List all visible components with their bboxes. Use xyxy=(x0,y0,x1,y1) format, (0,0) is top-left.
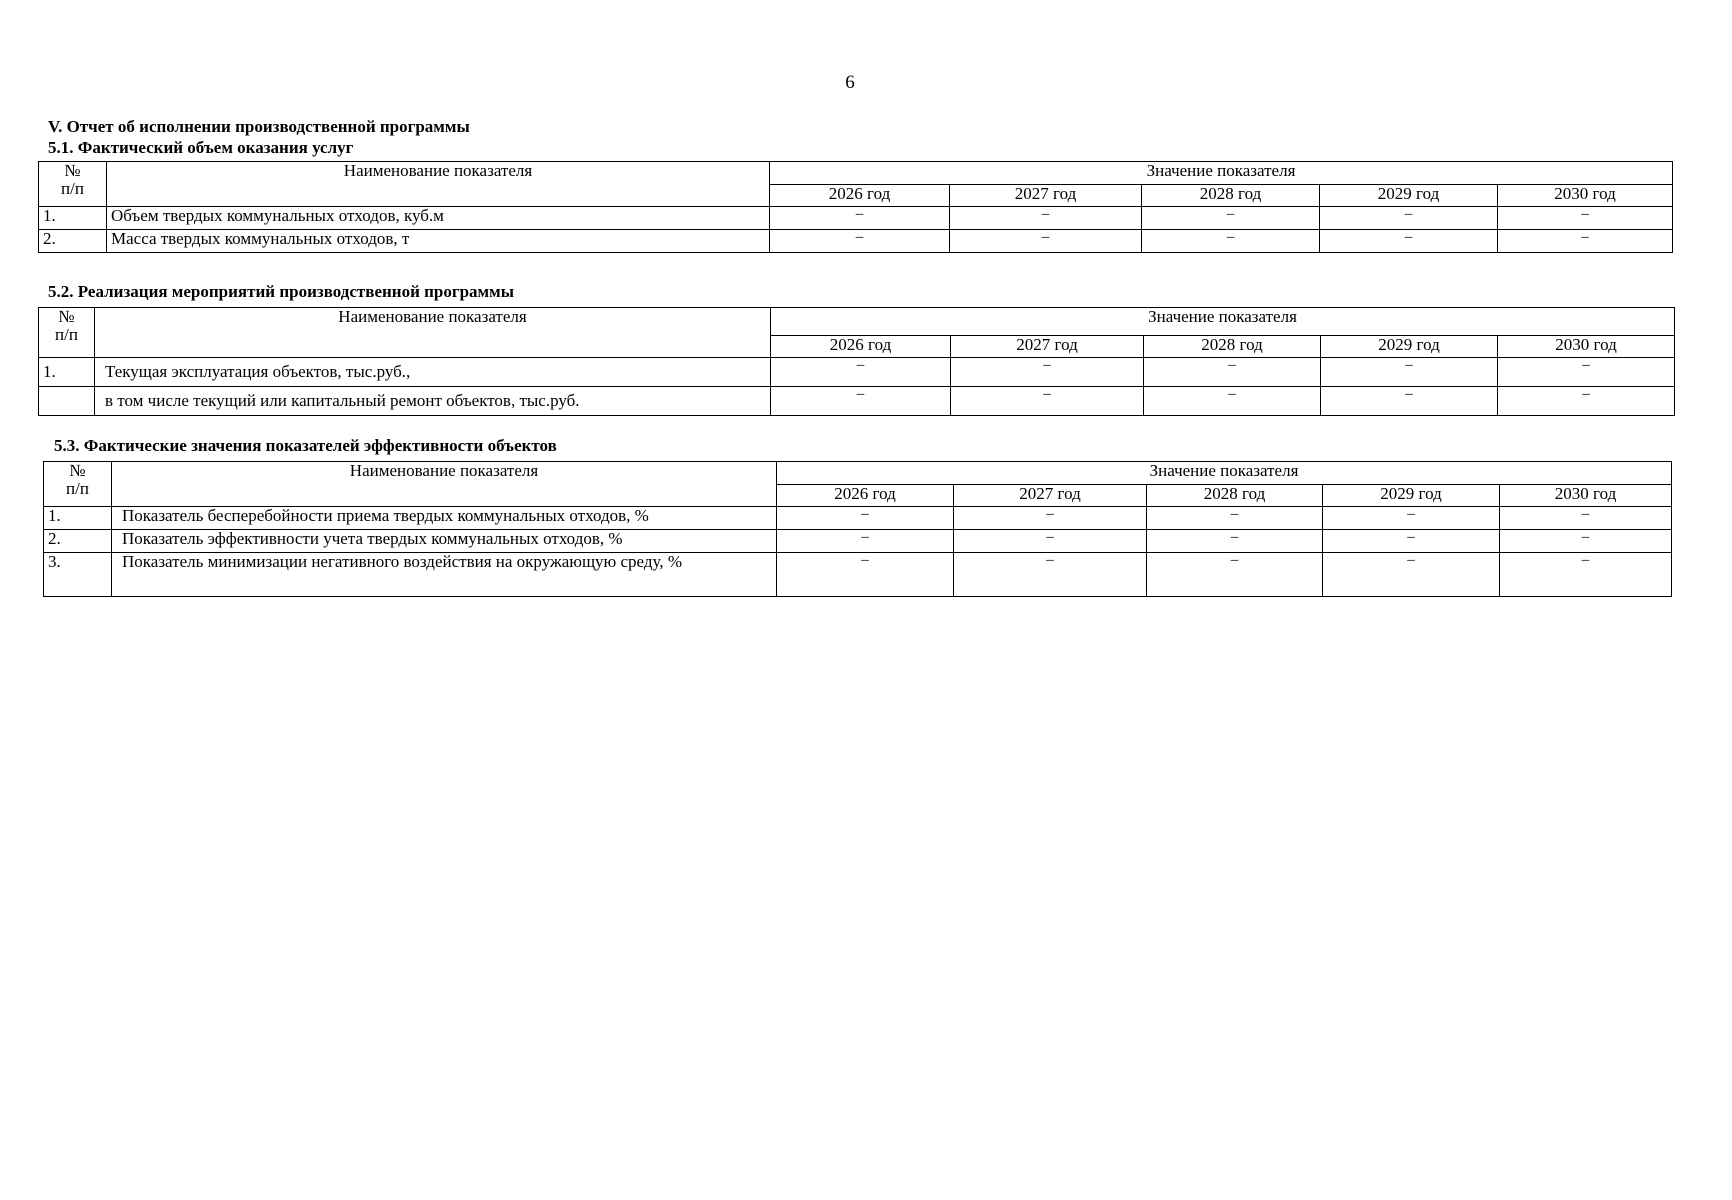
table-row xyxy=(44,530,1672,553)
table-row xyxy=(39,207,1673,230)
row-name: Показатель минимизации негативного воздействия на окружающую среду, % xyxy=(112,553,777,597)
page-number: 6 xyxy=(845,72,855,93)
row-value: – xyxy=(770,230,950,253)
year-header: 2027 год xyxy=(954,485,1147,507)
row-value: – xyxy=(1321,358,1498,387)
row-value: – xyxy=(1144,358,1321,387)
row-value: – xyxy=(1321,387,1498,416)
row-value: – xyxy=(777,530,954,553)
row-number: 3. xyxy=(44,553,112,597)
table-title-5-2: 5.2. Реализация мероприятий производственной программы xyxy=(48,282,514,301)
table-row xyxy=(39,387,1675,416)
row-name: в том числе текущий или капитальный ремонт объектов, тыс.руб. xyxy=(95,387,771,416)
year-header: 2030 год xyxy=(1500,485,1672,507)
row-value: – xyxy=(954,553,1147,597)
row-name: Показатель бесперебойности приема твердых коммунальных отходов, % xyxy=(112,507,777,530)
table-program-measures xyxy=(38,307,1675,416)
row-value: – xyxy=(1323,553,1500,597)
year-header: 2028 год xyxy=(1144,336,1321,358)
row-number xyxy=(39,387,95,416)
row-name: Показатель эффективности учета твердых коммунальных отходов, % xyxy=(112,530,777,553)
row-value: – xyxy=(954,530,1147,553)
row-number: 1. xyxy=(44,507,112,530)
year-header: 2028 год xyxy=(1142,185,1320,207)
table-actual-volume xyxy=(38,161,1673,253)
row-value: – xyxy=(770,207,950,230)
row-value: – xyxy=(1498,230,1673,253)
row-value: – xyxy=(1142,207,1320,230)
row-value: – xyxy=(951,358,1144,387)
row-value: – xyxy=(1147,553,1323,597)
year-header: 2030 год xyxy=(1498,185,1673,207)
table-title-5-1: 5.1. Фактический объем оказания услуг xyxy=(48,138,354,157)
col-name-header: Наименование показателя xyxy=(95,308,771,358)
year-header: 2027 год xyxy=(951,336,1144,358)
row-value: – xyxy=(1147,530,1323,553)
year-header: 2026 год xyxy=(770,185,950,207)
section-title: V. Отчет об исполнении производственной программы xyxy=(48,117,470,136)
col-num-header: № п/п xyxy=(39,308,95,358)
col-name-header: Наименование показателя xyxy=(107,162,770,207)
year-header: 2029 год xyxy=(1320,185,1498,207)
row-number: 2. xyxy=(39,230,107,253)
row-value: – xyxy=(1320,207,1498,230)
table-row xyxy=(39,230,1673,253)
row-value: – xyxy=(950,207,1142,230)
row-value: – xyxy=(1498,387,1675,416)
row-name: Объем твердых коммунальных отходов, куб.м xyxy=(107,207,770,230)
row-value: – xyxy=(1323,507,1500,530)
row-value: – xyxy=(771,358,951,387)
row-number: 1. xyxy=(39,358,95,387)
table-row xyxy=(44,553,1672,597)
row-value: – xyxy=(1323,530,1500,553)
row-value: – xyxy=(777,507,954,530)
year-header: 2029 год xyxy=(1323,485,1500,507)
col-value-header: Значение показателя xyxy=(771,308,1675,336)
row-value: – xyxy=(1500,530,1672,553)
year-header: 2029 год xyxy=(1321,336,1498,358)
row-value: – xyxy=(950,230,1142,253)
col-num-header: № п/п xyxy=(44,462,112,507)
row-value: – xyxy=(777,553,954,597)
year-header: 2030 год xyxy=(1498,336,1675,358)
row-value: – xyxy=(1498,207,1673,230)
row-value: – xyxy=(771,387,951,416)
row-value: – xyxy=(1498,358,1675,387)
row-value: – xyxy=(1147,507,1323,530)
year-header: 2026 год xyxy=(777,485,954,507)
table-row xyxy=(39,358,1675,387)
row-value: – xyxy=(1500,507,1672,530)
row-name: Текущая эксплуатация объектов, тыс.руб., xyxy=(95,358,771,387)
row-value: – xyxy=(954,507,1147,530)
row-value: – xyxy=(1500,553,1672,597)
year-header: 2028 год xyxy=(1147,485,1323,507)
row-value: – xyxy=(1144,387,1321,416)
table-row xyxy=(44,507,1672,530)
row-number: 1. xyxy=(39,207,107,230)
row-number: 2. xyxy=(44,530,112,553)
row-value: – xyxy=(1320,230,1498,253)
table-efficiency-indicators xyxy=(43,461,1672,597)
year-header: 2026 год xyxy=(771,336,951,358)
col-name-header: Наименование показателя xyxy=(112,462,777,507)
row-name: Масса твердых коммунальных отходов, т xyxy=(107,230,770,253)
col-value-header: Значение показателя xyxy=(777,462,1672,485)
row-value: – xyxy=(1142,230,1320,253)
col-value-header: Значение показателя xyxy=(770,162,1673,185)
year-header: 2027 год xyxy=(950,185,1142,207)
row-value: – xyxy=(951,387,1144,416)
col-num-header: № п/п xyxy=(39,162,107,207)
table-title-5-3: 5.3. Фактические значения показателей эффективности объектов xyxy=(54,436,557,455)
